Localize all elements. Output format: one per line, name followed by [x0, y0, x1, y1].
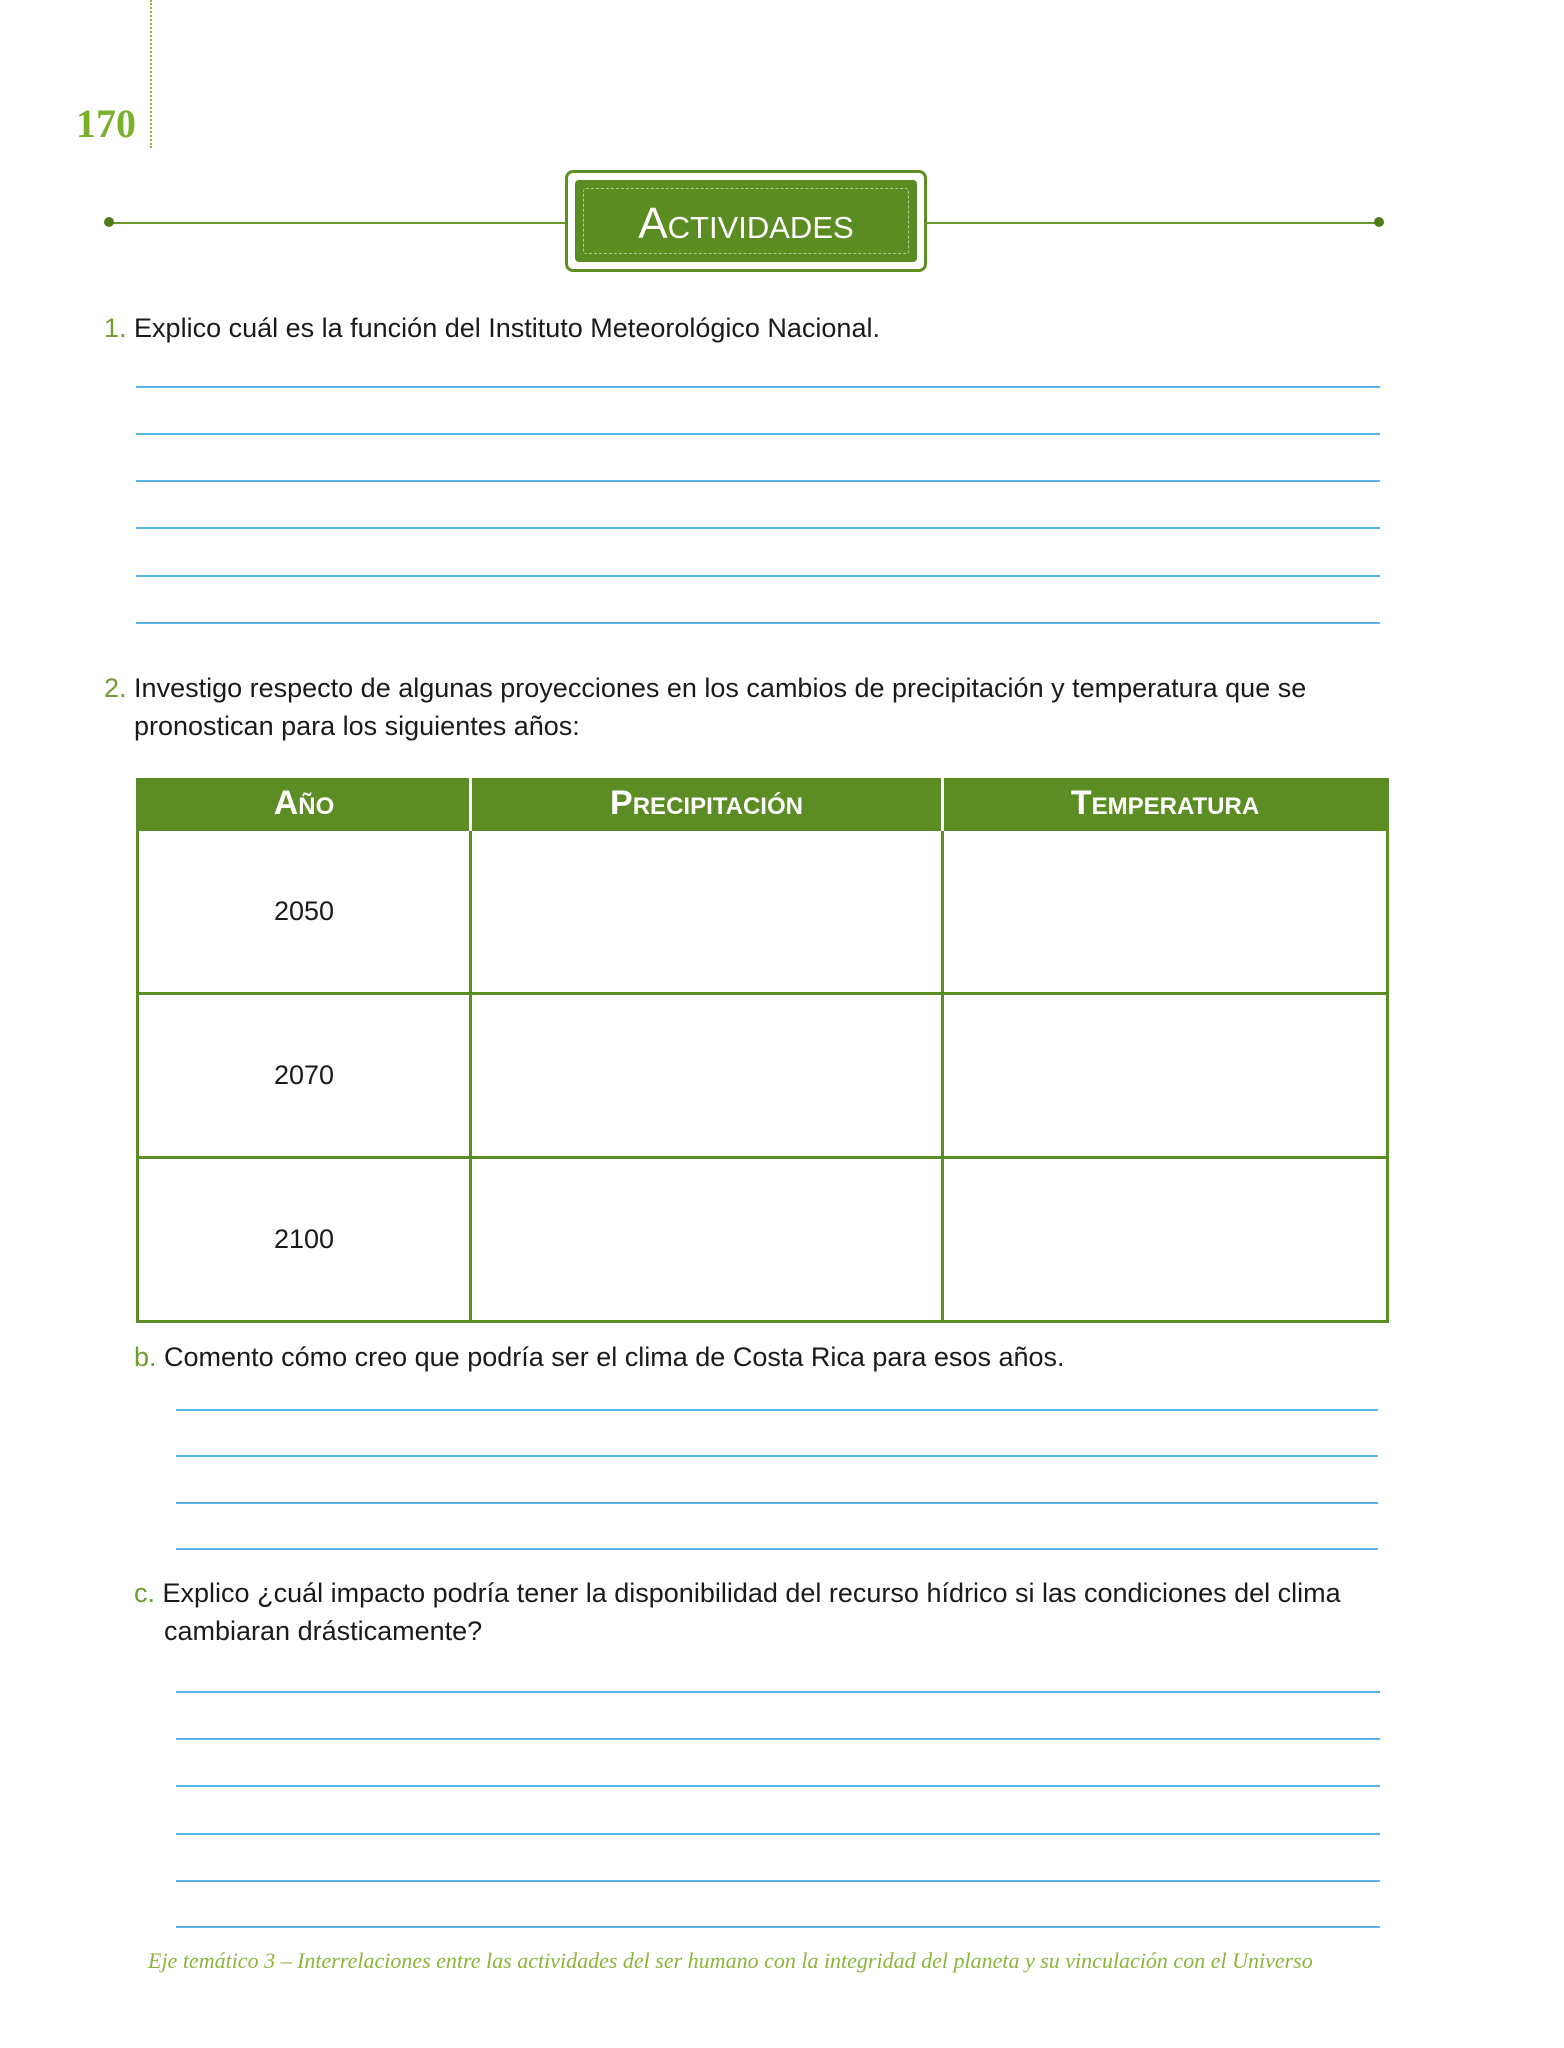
- header-year: Año: [138, 778, 471, 830]
- answer-line[interactable]: [136, 527, 1380, 529]
- question-1-text: Explico cuál es la función del Instituto Meteorológico Nacional.: [134, 313, 880, 343]
- question-2-text-line1: Investigo respecto de algunas proyecciones en los cambios de precipitación y temperatura que se: [134, 673, 1307, 703]
- table-row: [138, 830, 1388, 994]
- question-c-text-line1: Explico ¿cuál impacto podría tener la disponibilidad del recurso hídrico si las condiciones del clima: [162, 1578, 1341, 1608]
- answer-line[interactable]: [176, 1455, 1378, 1457]
- answer-line[interactable]: [176, 1926, 1380, 1928]
- question-c-text-line2: cambiaran drásticamente?: [164, 1616, 483, 1646]
- answer-line[interactable]: [176, 1785, 1380, 1787]
- climate-projection-table: [136, 778, 1386, 1314]
- answer-line[interactable]: [176, 1502, 1378, 1504]
- activities-title: Actividades: [638, 199, 854, 248]
- answer-line[interactable]: [176, 1880, 1380, 1882]
- page-footer: Eje temático 3 – Interrelaciones entre las actividades del ser humano con la integridad del planeta y su vinculación con el Universo: [148, 1948, 1313, 1973]
- header-rule-left: [110, 222, 565, 224]
- answer-line[interactable]: [136, 622, 1380, 624]
- answer-line[interactable]: [176, 1738, 1380, 1740]
- answer-line[interactable]: [136, 386, 1380, 388]
- answer-line[interactable]: [136, 575, 1380, 577]
- header-temperature: Temperatura: [943, 778, 1388, 830]
- question-c: [134, 1574, 1394, 1650]
- activities-banner: [565, 170, 927, 272]
- precipitation-cell[interactable]: [471, 1158, 943, 1322]
- temperature-cell[interactable]: [943, 994, 1388, 1158]
- year-cell: 2050: [138, 830, 471, 994]
- question-b-text: Comento cómo creo que podría ser el clima de Costa Rica para esos años.: [164, 1342, 1065, 1372]
- answer-line[interactable]: [176, 1833, 1380, 1835]
- margin-dotted-line: [150, 0, 152, 148]
- year-cell: 2100: [138, 1158, 471, 1322]
- table-header-row: [138, 778, 1388, 830]
- answer-line[interactable]: [176, 1548, 1378, 1550]
- answer-line[interactable]: [176, 1409, 1378, 1411]
- header-precipitation: Precipitación: [471, 778, 943, 830]
- precipitation-cell[interactable]: [471, 994, 943, 1158]
- precipitation-cell[interactable]: [471, 830, 943, 994]
- answer-line[interactable]: [136, 433, 1380, 435]
- question-b-number: b.: [134, 1342, 157, 1372]
- year-cell: 2070: [138, 994, 471, 1158]
- question-1-number: 1.: [104, 313, 127, 343]
- question-b: [134, 1338, 1065, 1376]
- table-row: [138, 1158, 1388, 1322]
- temperature-cell[interactable]: [943, 830, 1388, 994]
- question-2-text-line2: pronostican para los siguientes años:: [134, 711, 580, 741]
- header-rule-dot-left: [104, 217, 114, 227]
- question-c-number: c.: [134, 1578, 156, 1608]
- question-2-number: 2.: [104, 673, 127, 703]
- temperature-cell[interactable]: [943, 1158, 1388, 1322]
- question-1: [104, 309, 880, 347]
- answer-line[interactable]: [136, 480, 1380, 482]
- header-rule-dot-right: [1374, 217, 1384, 227]
- table-row: [138, 994, 1388, 1158]
- answer-line[interactable]: [176, 1691, 1380, 1693]
- question-2: [104, 669, 1394, 745]
- page-number: 170: [76, 101, 136, 146]
- header-rule-right: [927, 222, 1380, 224]
